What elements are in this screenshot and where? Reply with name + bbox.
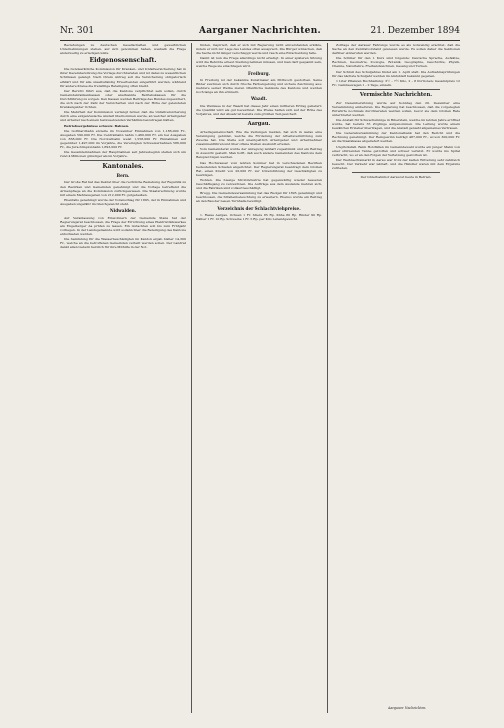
divider	[352, 89, 440, 90]
paragraph: Die Sammlung für die Wasserbeschädigten im Kanton ergab bisher 14,300 Fr., welche an die betroffenen Gemeinden verteilt werden sollen. Der Landrat dankt allen Gebern herzlich für ihre Mithilfe in der Not.	[60, 236, 186, 250]
paragraph: 1. Rasse Aargau. Ochsen 1 Fr. Stiere 85 Rp. Kühe 80 Rp. Rinder 90 Rp. Kälber 1 Fr. 10 Rp. Schweine 1 Fr. 5 Rp. per Kilo Lebendgewicht.	[196, 213, 322, 222]
column-1	[60, 43, 186, 250]
paragraph: Arbeitsgemeinschaft. Wie die Zeitungen melden, hat sich in Aarau eine Vereinigung gebildet, welche die Förderung der Arbeitsvermittlung zum Zwecke hat. Die Stelle soll unentgeltlich Arbeitgeber und Arbeitnehmer zusammenführen und über offene Stellen Auskunft erteilen.	[196, 129, 322, 147]
issue-date: 21. Dezember 1894	[370, 26, 460, 36]
masthead	[60, 24, 460, 38]
paragraph: Die Anstalt für Schwachsinnige in Biberstein, welche im letzten Jahre eröffnet wurde, hat bereits 35 Zöglinge aufgenommen. Die Leitung wurde einem bewährten Erzieher übertragen, und die Anstalt genießt allgemeines Vertrauen.	[332, 118, 460, 131]
paragraph: Die Weinlese in der Waadt hat dieses Jahr einen mittleren Ertrag geliefert; die Qualität wird als gut bezeichnet. Die Preise halten sich auf der Höhe des Vorjahres, und der Absatz ist bereits zum größten Teil gesichert.	[196, 103, 322, 117]
subheading-bern: Bern.	[116, 172, 130, 178]
section-heading-aargau: Aargau.	[247, 120, 271, 127]
paragraph: Zur Dezembersitzung wurde auf Sonntag den 20. Dezember eine Versammlung einberufen. Die Regierung hat beschlossen, daß die vorgelegten Entwürfe nochmals durchberaten werden sollen, bevor sie dem Großen Rate unterbreitet werden.	[332, 100, 460, 117]
paragraph: Ebenfalls genehmigt wurde der Voranschlag für 1895, der in Einnahmen und Ausgaben ungefähr im Gleichgewicht steht.	[60, 197, 186, 206]
divider	[352, 172, 440, 173]
footer-stamp: Aargauer Nachrichten	[388, 706, 426, 710]
paragraph: Zolltage der Aarauer Fahrungs wurde es als notwendig erachtet, daß die Sache an den Zentralvorstand gewiesen werde. Es sollen daher die Sektionen darüber einberufen werden.	[332, 43, 460, 56]
subheading-waadt: Waadt.	[250, 96, 268, 102]
subheading-schlachtvieh: Verzeichnis der Schlachtviehpreise.	[217, 205, 301, 211]
column-separator	[191, 43, 192, 713]
paragraph: Der Große Rat hat das Dekret über die rechtliche Beziehung der Republik zu den Bezirken und Gemeinden genehmigt und die Vorlage betreffend die Armenpflege an die Kommission zurückgewiesen. Die Staatsrechnung wurde mit einem Mehrausgeben von 212,000 Fr. gutgeheißen.	[60, 180, 186, 197]
divider	[80, 160, 166, 161]
paragraph: Der Schluß des Schuljahres findet am 1. April statt. Die Aufnahmsprüfungen für das nächste Schuljahr werden im Amtsblatt bekannt gegeben.	[332, 69, 460, 78]
divider	[216, 118, 302, 119]
column-separator	[327, 43, 328, 713]
section-heading-kantonales: Kantonales.	[102, 162, 144, 170]
paragraph: 1 Liter Pflanzen Buchhaltung: 3½ – 7¾ Kilo, 2 – 8 Portionen; Gesamtpreis 12 Fr.; Gemüsewagen 1 – 2 Tage, einzeln.	[332, 78, 460, 87]
footer-note: Der Güterbahnhof Aarau ist heute in Betrieb.	[360, 174, 432, 179]
paragraph: Die Schüler für den I. Kurs sind folgende: Deutsche Sprache, Aufsätze, Rechnen, Geometrie, Zoologie, Botanik, Geographie, Geschichte, Physik, Chemie, Naturlehre, Freihandzeichnen, Gesang und Turnen.	[332, 56, 460, 69]
paragraph: Die bundesrätliche Kommission für Kranken- und Unfallversicherung hat in ihrer Dezembersitzung die Vorlage durchberaten und ist dabei zu wesentlichen Schlüssen gelangt. Nach ihrem Antrag soll die Versicherung obligatorisch erklärt und für alle unselbständig Erwerbenden eingeführt werden, während für andere Kreise die freiwillige Beteiligung offen bleibt.	[60, 67, 186, 88]
paragraph: Unglücksfall. Beim Holzfällen im Gemeindewald wurde ein junger Mann von einer stürzenden Tanne getroffen und schwer verletzt. Er wurde ins Spital verbracht, wo er an den Folgen der Verletzung gestorben ist.	[332, 144, 460, 157]
paragraph: Wohlen. Die hiesige Strohindustrie hat gegenwärtig wieder besseren Geschäftsgang zu verzeichnen. Die Aufträge aus dem Auslande mehren sich, und die Fabriken sind vollauf beschäftigt.	[196, 177, 322, 191]
paragraph: Die Gotthardbahn erzielte im November Einnahmen von 1,186,000 Fr., Ausgaben 590,000 Fr. Die Centralbahn nahm 1,460,000 Fr. ein bei Ausgaben von 838,000 Fr. Die Nordostbahn weist 1,558,000 Fr. Einnahmen auf gegenüber 1,497,000 im Vorjahre, die Vereinigten Schweizerbahnen 586,000 Fr., die Jura-Simplonbahn 1,893,000 Fr.	[60, 128, 186, 149]
paragraph: Vom Gemeinderat wurde der Anregung lebhaft zugestimmt und ein Beitrag in Aussicht gestellt. Man hofft, daß auch andere Gemeinden des Kantons dem Beispiel folgen werden.	[196, 147, 322, 160]
header-rule	[60, 40, 460, 41]
paragraph: Auf Veranlassung von Einwohnern der Gemeinde Stans hat der Regierungsrat beschlossen, die Frage der Errichtung eines Elektrizitätswerkes am Engelberger Aa prüfen zu lassen. Ein Gutachten soll bis zum Frühjahr vorliegen. In der Landsgemeinde wird sodann über die Beteiligung des Kantons entschieden werden.	[60, 215, 186, 236]
paragraph: Die Generalversammlung der Kantonalbank hat den Bericht und die Rechnung genehmigt. Der Reingewinn beträgt 487,000 Fr., wovon 300,000 Fr. an die Staatskasse abgeliefert werden.	[332, 131, 460, 144]
subheading-freiburg: Freiburg.	[248, 70, 270, 76]
paragraph: finden, inspiriert, daß er sich mit Regierung nicht einverstanden erkläre, indem er sich zur Lage des Landes offen aussprach. Die Bürger wünschen, daß die Sache nicht länger verschleppt werde und rasch eine Entscheidung falle.	[196, 43, 322, 56]
section-heading-vermischte: Vermischte Nachrichten.	[359, 91, 433, 98]
column-2	[196, 43, 322, 222]
paragraph: Die Mehrheit der Kommission verlangt ferner, daß die Unfallversicherung durch eine eidgenössische Anstalt übernommen werde, an welcher Arbeitgeber und Arbeiter nach einem festzusetzenden Verhältnis beizutragen hätten.	[60, 110, 186, 123]
paragraph: Der Bericht führt aus, daß die Kantone verpflichtet sein sollen, durch Gemeindekrankenkassen oder anerkannte Betriebskassen für die Durchführung zu sorgen. Den Kassen werden Beiträge des Bundes zugesichert, die sich nach der Zahl der Versicherten und nach der Höhe der geleisteten Krankengelder richten.	[60, 88, 186, 110]
newspaper-title: Aarganer Nachrichten.	[199, 26, 321, 36]
paragraph: Beziehungen zu deutschen Gesellschaften und gewerblichen Unternehmungen stehen, auf sich genommen haben, weshalb die Frage anderweitig zu erledigen wäre.	[60, 43, 186, 56]
paragraph: Damit ist nun die Frage allerdings nicht erledigt. In einer späteren Sitzung wird die Behörde erneut Stellung nehmen müssen, und man darf gespannt sein, welche Wege sie einschlagen wird.	[196, 56, 322, 69]
paragraph: Brugg. Die Gemeindeversammlung hat das Budget für 1895 genehmigt und beschlossen, die Straßenbeleuchtung zu erweitern. Ebenso wurde ein Beitrag an den Bau der neuen Turnhalle bewilligt.	[196, 191, 322, 204]
column-3	[332, 43, 460, 180]
paragraph: In Freiburg ist der bekannte Kunstmaler am Mittwoch gestorben. Seine Bilder zeichnen sich durch frische Farbengebung und sichere Zeichnung aus; mehrere seiner Werke zieren öffentliche Gebäude des Kantons und werden noch lange an ihn erinnern.	[196, 78, 322, 95]
paragraph: Das Hochwasser vom letzten Sommer hat in verschiedenen Bezirken bedeutenden Schaden angerichtet. Der Regierungsrat beantragt dem Großen Rat, einen Kredit von 20,000 Fr. zur Unterstützung der Geschädigten zu bewilligen.	[196, 160, 322, 177]
paragraph: Die Gesamteinnahmen der Hauptbahnen seit Jahresbeginn stellen sich um rund 4 Millionen günstiger als im Vorjahre.	[60, 150, 186, 159]
paragraph: Der Weihnachtsmarkt in Aarau war trotz der kalten Witterung sehr zahlreich besucht. Der Verkehr war lebhaft, und die Händler waren mit dem Ergebnis zufrieden.	[332, 157, 460, 171]
section-heading-eidgenossenschaft: Eidgenossenschaft.	[89, 57, 157, 65]
subheading-nidwalden: Nidwalden.	[109, 208, 137, 213]
issue-number: Nr. 301	[60, 26, 95, 36]
paragraph-subheading: Betriebsergebnisse schweiz. Bahnen.	[64, 123, 130, 128]
